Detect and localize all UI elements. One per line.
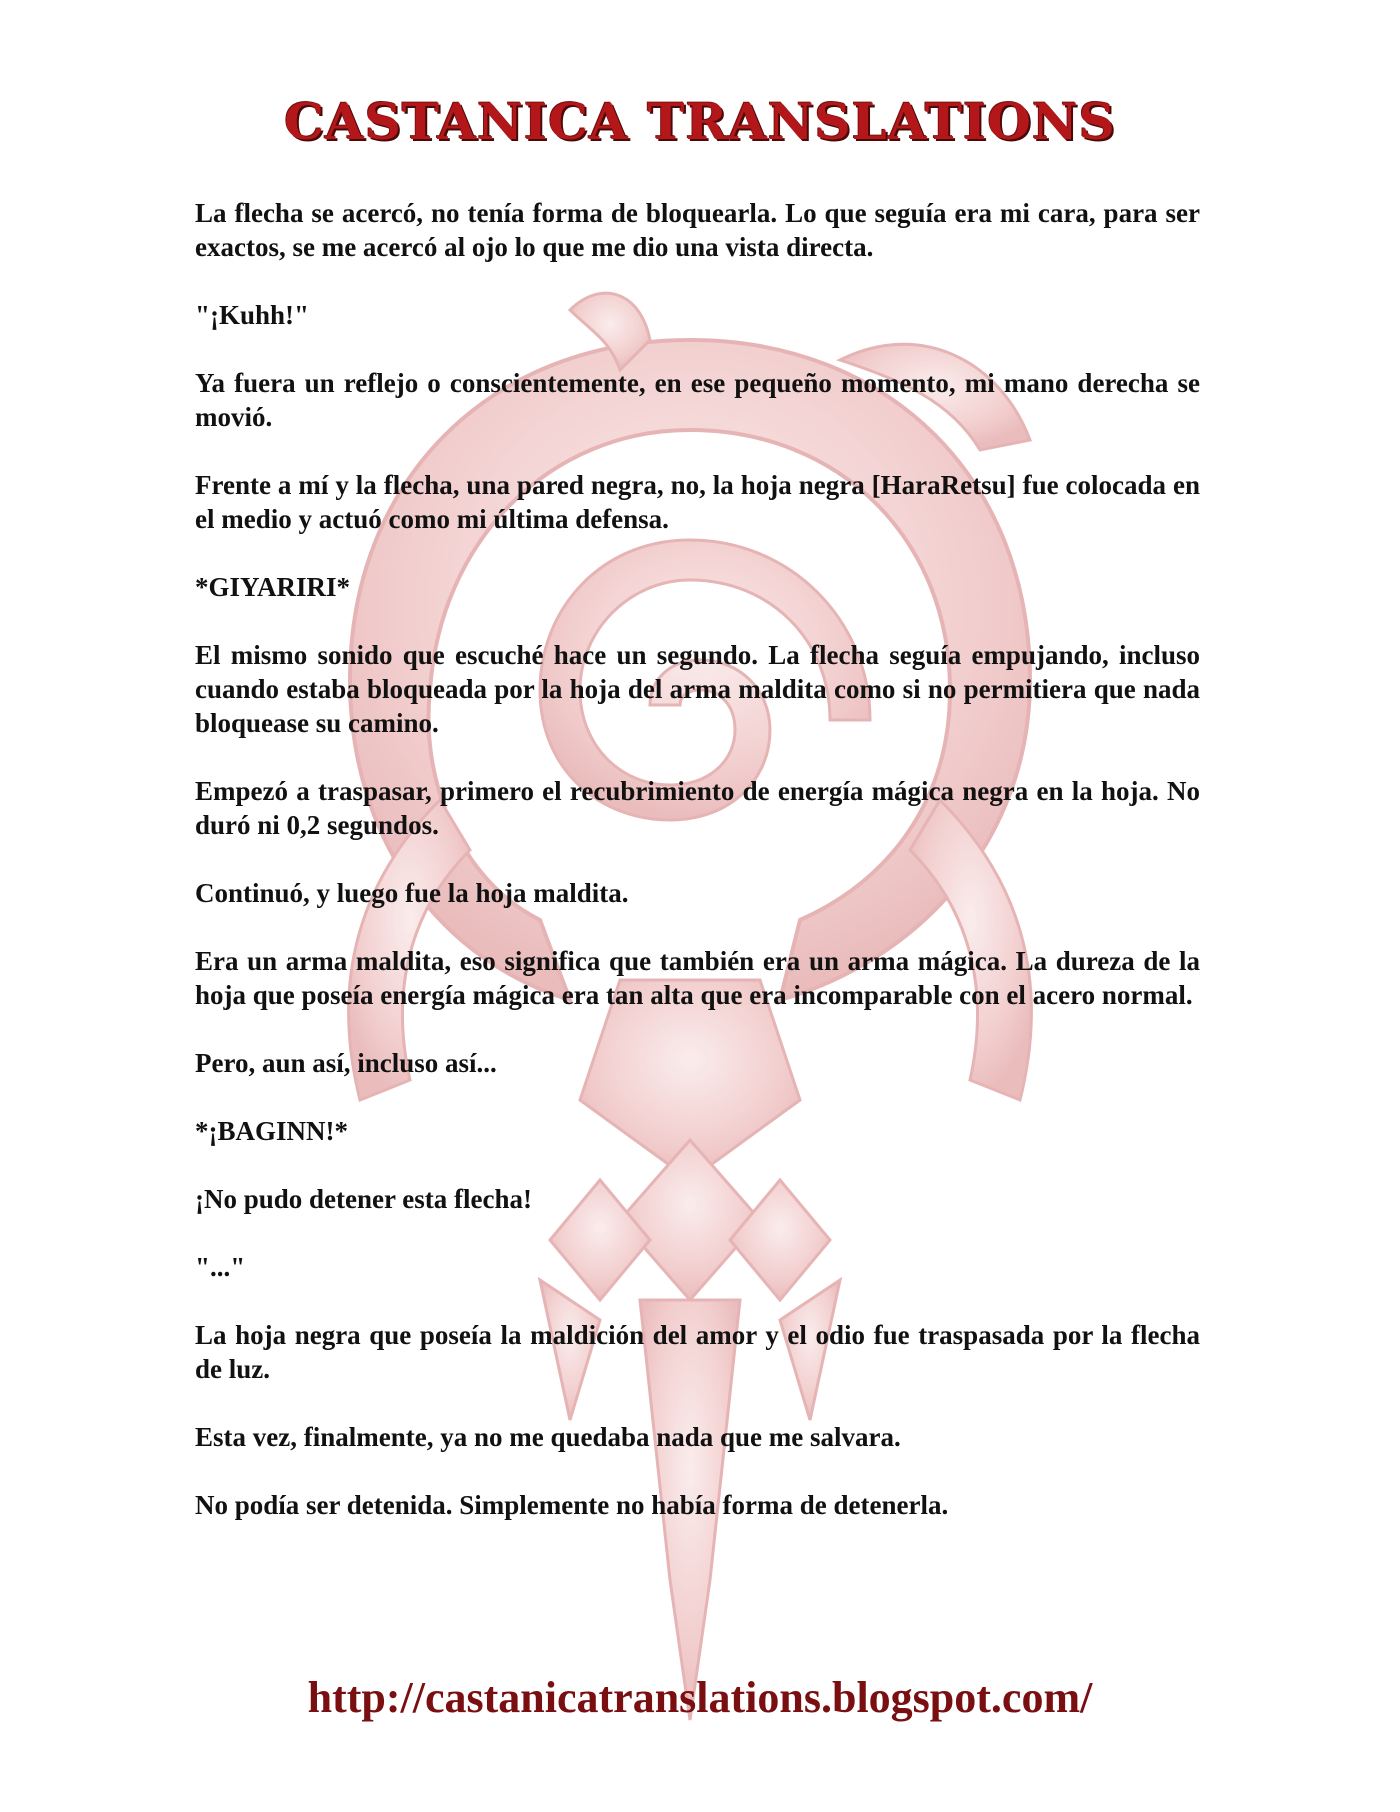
paragraph: Empezó a traspasar, primero el recubrimiento de energía mágica negra en la hoja. No duró ni 0,2 segundos. — [195, 776, 1200, 840]
paragraph: Ya fuera un reflejo o conscientemente, en ese pequeño momento, mi mano derecha se movió. — [195, 368, 1200, 432]
paragraph: Continuó, y luego fue la hoja maldita. — [195, 878, 629, 908]
paragraph: Esta vez, finalmente, ya no me quedaba nada que me salvara. — [195, 1422, 901, 1452]
paragraph: No podía ser detenida. Simplemente no había forma de detenerla. — [195, 1490, 949, 1520]
paragraph: Era un arma maldita, eso significa que también era un arma mágica. La dureza de la hoja que poseía energía mágica era tan alta que era incomparable con el acero normal. — [195, 946, 1200, 1010]
paragraph: La hoja negra que poseía la maldición del amor y el odio fue traspasada por la flecha de luz. — [195, 1320, 1200, 1384]
document-body — [195, 196, 1200, 1556]
paragraph: *¡BAGINN!* — [195, 1116, 348, 1146]
page-title: CASTANICA TRANSLATIONS — [284, 92, 1116, 151]
paragraph: Frente a mí y la flecha, una pared negra, no, la hoja negra [HaraRetsu] fue colocada en el medio y actuó como mi última defensa. — [195, 470, 1200, 534]
paragraph: Pero, aun así, incluso así... — [195, 1048, 497, 1078]
paragraph: *GIYARIRI* — [195, 572, 351, 602]
paragraph: "..." — [195, 1252, 246, 1282]
paragraph: "¡Kuhh!" — [195, 300, 310, 330]
paragraph: La flecha se acercó, no tenía forma de bloquearla. Lo que seguía era mi cara, para ser exactos, se me acercó al ojo lo que me dio una vista directa. — [195, 198, 1200, 262]
blog-url-link[interactable]: http://castanicatranslations.blogspot.com/ — [307, 1673, 1093, 1722]
paragraph: El mismo sonido que escuché hace un segundo. La flecha seguía empujando, incluso cuando estaba bloqueada por la hoja del arma maldita como si no permitiera que nada bloquease su camino. — [195, 640, 1200, 738]
paragraph: ¡No pudo detener esta flecha! — [195, 1184, 532, 1214]
